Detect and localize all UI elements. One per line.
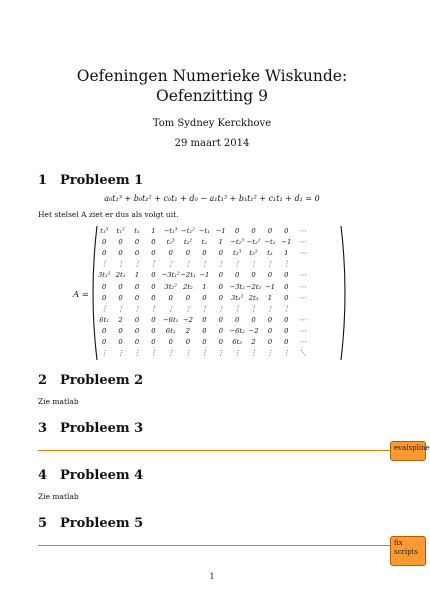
author: Tom Sydney Kerckhove: [152, 118, 272, 129]
matrix-cell: ⋮: [184, 260, 192, 269]
matrix-cell: ⋮: [167, 260, 175, 269]
matrix-cell: ⋮: [133, 349, 141, 358]
matrix-cell: ⋮: [282, 260, 290, 269]
matrix-cell: 2t₃: [248, 293, 259, 302]
matrix-cell: ⋯: [299, 282, 307, 291]
matrix-cell: t₁: [134, 227, 140, 236]
matrix-cell: ⋮: [133, 260, 141, 269]
matrix-cell: ⋮: [117, 349, 124, 358]
matrix-row: [96, 326, 311, 337]
matrix-row: [96, 315, 311, 326]
matrix-cell: 0: [118, 293, 123, 302]
matrix-cell: ⋮: [100, 304, 108, 313]
section-number: 1: [38, 173, 48, 188]
matrix-cell: ⋮: [184, 349, 192, 358]
matrix-cell: ⋮: [282, 304, 290, 313]
matrix-cell: t₁²: [116, 227, 125, 236]
matrix-cell: 0: [218, 249, 223, 258]
matrix-cell: ⋮: [266, 260, 274, 269]
matrix-cell: [295, 259, 311, 270]
matrix-cell: ⋮: [217, 260, 225, 269]
matrix-cell: t₃²: [249, 249, 258, 258]
section-title: Probleem 5: [60, 516, 144, 531]
matrix-cell: 0: [218, 282, 223, 291]
matrix-cell: 0: [234, 315, 240, 324]
matrix-cell: 0: [134, 249, 140, 258]
matrix-cell: 3t₁²: [97, 271, 111, 280]
matrix-row: [96, 270, 311, 281]
matrix-cell: 0: [185, 293, 191, 302]
matrix-cell: ⋮: [266, 304, 274, 313]
matrix-cell: ⋮: [149, 304, 157, 313]
matrix-cell: ⋮: [233, 260, 241, 269]
matrix-cell: 2t₁: [115, 271, 126, 280]
todo-note-2: fix scripts: [390, 536, 426, 566]
matrix-cell: 0: [202, 249, 207, 258]
matrix-cell: ⋮: [117, 304, 124, 313]
matrix-cell: −t₂²: [246, 238, 261, 247]
matrix-cell: 0: [202, 293, 207, 302]
matrix-row: [96, 248, 311, 259]
matrix-cell: 0: [185, 337, 191, 346]
matrix-cell: ⋯: [299, 238, 307, 247]
matrix-row: [96, 293, 311, 304]
matrix-cell: −1: [264, 282, 275, 291]
matrix-cell: ⋯: [299, 227, 307, 236]
matrix-cell: ⋱: [299, 349, 307, 358]
matrix-cell: ⋮: [100, 349, 108, 358]
matrix-cell: 0: [118, 249, 123, 258]
matrix-cell: −t₂³: [230, 238, 245, 247]
matrix-cell: 6t₁: [99, 315, 110, 324]
matrix-cell: ⋮: [266, 349, 274, 358]
matrix-cell: 0: [134, 282, 140, 291]
todo-line-1: [38, 450, 390, 451]
matrix-cell: 0: [202, 326, 207, 335]
matrix-cell: 0: [284, 227, 289, 236]
matrix-cell: ⋮: [100, 260, 108, 269]
matrix-cell: ⋮: [233, 349, 241, 358]
matrix-cell: 0: [234, 227, 240, 236]
matrix-row: [96, 259, 311, 270]
matrix-cell: 0: [267, 315, 273, 324]
matrix-cell: ⋮: [200, 304, 208, 313]
matrix-cell: 0: [284, 315, 289, 324]
matrix-cell: 2: [251, 337, 256, 346]
matrix-cell: −2: [182, 315, 193, 324]
matrix-row: [96, 337, 311, 348]
matrix-cell: −t₂: [264, 238, 276, 247]
matrix-cell: −2: [248, 326, 259, 335]
matrix-cell: 0: [151, 293, 156, 302]
matrix-cell: 2: [185, 326, 191, 335]
matrix-cell: 1: [151, 227, 156, 236]
matrix-cell: 0: [284, 326, 289, 335]
matrix-cell: ⋮: [282, 349, 290, 358]
matrix-cell: t₂³: [166, 238, 175, 247]
matrix-cell: ⋮: [233, 304, 241, 313]
matrix-cell: t₂²: [183, 238, 193, 247]
matrix-cell: 0: [267, 326, 273, 335]
matrix-cell: 0: [218, 326, 223, 335]
section-heading-3: [38, 421, 143, 436]
matrix-cell: t₃³: [233, 249, 242, 258]
matrix-cell: 0: [284, 293, 289, 302]
matrix-cell: ⋯: [299, 271, 307, 280]
matrix-cell: ⋯: [299, 326, 307, 335]
section-title: Probleem 2: [60, 373, 144, 388]
matrix-cell: 0: [202, 315, 207, 324]
matrix-row: [96, 226, 311, 237]
section-heading-1: [38, 173, 143, 188]
matrix-cell: 0: [218, 315, 223, 324]
matrix-cell: 0: [267, 337, 273, 346]
page-number: 1: [209, 572, 215, 581]
matrix-cell: −6t₂: [229, 326, 245, 335]
matrix-cell: ⋯: [299, 249, 307, 258]
matrix-row: [96, 237, 311, 248]
matrix-label: A =: [73, 290, 89, 300]
matrix-cell: 0: [151, 271, 156, 280]
matrix-cell: ⋮: [133, 304, 141, 313]
matrix-cell: 0: [102, 337, 107, 346]
intro-text: Het stelsel A ziet er dus als volgt uit.: [38, 210, 179, 219]
matrix-cell: 0: [102, 282, 107, 291]
section-heading-4: [38, 468, 143, 483]
matrix-cell: 0: [102, 293, 107, 302]
matrix-cell: 0: [134, 337, 140, 346]
matrix-cell: 0: [151, 315, 156, 324]
section-heading-5: [38, 516, 143, 531]
matrix-cell: 0: [134, 315, 140, 324]
section-number: 2: [38, 373, 48, 388]
date: 29 maart 2014: [174, 138, 250, 149]
matrix-cell: −3t₁²: [161, 271, 180, 280]
matrix-cell: ⋯: [299, 337, 307, 346]
matrix-cell: ⋯: [299, 293, 307, 302]
matrix-cell: 0: [218, 337, 223, 346]
matrix-cell: 1: [218, 238, 223, 247]
matrix-cell: t₂: [201, 238, 208, 247]
matrix-cell: 0: [202, 337, 207, 346]
title-line-1: Oefeningen Numerieke Wiskunde:: [76, 67, 348, 85]
matrix-cell: 1: [202, 282, 207, 291]
matrix-cell: 0: [234, 271, 240, 280]
matrix-cell: 1: [284, 249, 289, 258]
section-title: Probleem 3: [60, 421, 144, 436]
matrix-cell: 0: [102, 326, 107, 335]
matrix-cell: ⋮: [200, 349, 208, 358]
matrix-cell: ⋮: [250, 349, 257, 358]
section-number: 5: [38, 516, 48, 531]
matrix-cell: 2: [118, 315, 123, 324]
matrix-cell: t₃: [267, 249, 273, 258]
section-title: Probleem 4: [60, 468, 144, 483]
title-line-2: Oefenzitting 9: [155, 87, 268, 105]
section-heading-2: [38, 373, 143, 388]
matrix-cell: 0: [151, 282, 156, 291]
matrix-cell: 1: [134, 271, 140, 280]
matrix-cell: 0: [251, 227, 256, 236]
matrix-A: [96, 226, 311, 359]
problem4-text: Zie matlab: [38, 492, 79, 501]
matrix-cell: 0: [118, 326, 123, 335]
matrix-cell: ⋯: [299, 315, 307, 324]
matrix-cell: 0: [267, 227, 273, 236]
matrix-cell: ⋮: [250, 304, 257, 313]
matrix-cell: 0: [168, 293, 173, 302]
matrix-cell: 0: [118, 238, 123, 247]
section-number: 3: [38, 421, 48, 436]
matrix-cell: 0: [251, 271, 256, 280]
matrix-cell: ⋮: [167, 349, 175, 358]
matrix-cell: 0: [151, 238, 156, 247]
problem2-text: Zie matlab: [38, 397, 79, 406]
matrix-cell: ⋮: [200, 260, 208, 269]
matrix-cell: t₁³: [100, 227, 109, 236]
matrix-cell: 0: [284, 337, 289, 346]
matrix-cell: 0: [168, 249, 173, 258]
matrix-cell: ⋮: [184, 304, 192, 313]
matrix-cell: 2t₂: [183, 282, 193, 291]
right-bracket: [341, 226, 345, 360]
matrix-cell: −2t₂: [245, 282, 262, 291]
matrix-cell: 0: [185, 249, 191, 258]
matrix-row: [96, 281, 311, 292]
matrix-cell: ⋮: [167, 304, 175, 313]
matrix-cell: 0: [151, 337, 156, 346]
matrix-cell: 6t₂: [165, 326, 176, 335]
matrix-cell: 0: [251, 315, 256, 324]
todo-note-1: evalspline: [390, 441, 426, 461]
matrix-row: [96, 348, 311, 359]
matrix-cell: 3t₃²: [230, 293, 244, 302]
matrix-cell: 0: [218, 271, 223, 280]
matrix-cell: ⋮: [250, 260, 257, 269]
matrix-cell: ⋮: [117, 260, 124, 269]
matrix-cell: 6t₃: [232, 337, 243, 346]
matrix-cell: 1: [267, 293, 273, 302]
matrix-cell: 0: [118, 337, 123, 346]
matrix-cell: 0: [151, 249, 156, 258]
equation: a₀t₁³ + b₀t₁² + c₀t₁ + d₀ − a₁t₁³ + b₁t₁² + c₁t₁ + d₁ = 0: [104, 194, 320, 203]
matrix-cell: 0: [134, 293, 140, 302]
matrix-cell: −1: [215, 227, 226, 236]
matrix-cell: 0: [284, 282, 289, 291]
matrix-cell: −t₁: [198, 227, 210, 236]
matrix-cell: −t₁²: [181, 227, 195, 236]
matrix-cell: 0: [151, 326, 156, 335]
matrix-cell: ⋮: [149, 260, 157, 269]
matrix-cell: −3t₂: [229, 282, 245, 291]
matrix-cell: −2t₁: [180, 271, 196, 280]
matrix-cell: 0: [134, 238, 140, 247]
matrix-cell: ⋮: [217, 349, 225, 358]
section-number: 4: [38, 468, 48, 483]
matrix-cell: 0: [134, 326, 140, 335]
matrix-cell: 0: [218, 293, 223, 302]
matrix-cell: −t₁³: [163, 227, 178, 236]
matrix-cell: 0: [267, 271, 273, 280]
matrix-cell: 0: [284, 271, 289, 280]
section-title: Probleem 1: [60, 173, 144, 188]
matrix-cell: −6t₁: [162, 315, 179, 324]
matrix-cell: 0: [118, 282, 123, 291]
matrix-row: [96, 304, 311, 315]
matrix-cell: 0: [102, 238, 107, 247]
matrix-cell: [295, 304, 311, 315]
matrix-cell: 0: [168, 337, 173, 346]
matrix-cell: −1: [199, 271, 210, 280]
matrix-cell: ⋮: [149, 349, 157, 358]
matrix-cell: −1: [281, 238, 292, 247]
matrix-cell: 0: [102, 249, 107, 258]
matrix-cell: 3t₂²: [164, 282, 177, 291]
matrix-cell: ⋮: [217, 304, 225, 313]
todo-line-2: [38, 545, 390, 546]
